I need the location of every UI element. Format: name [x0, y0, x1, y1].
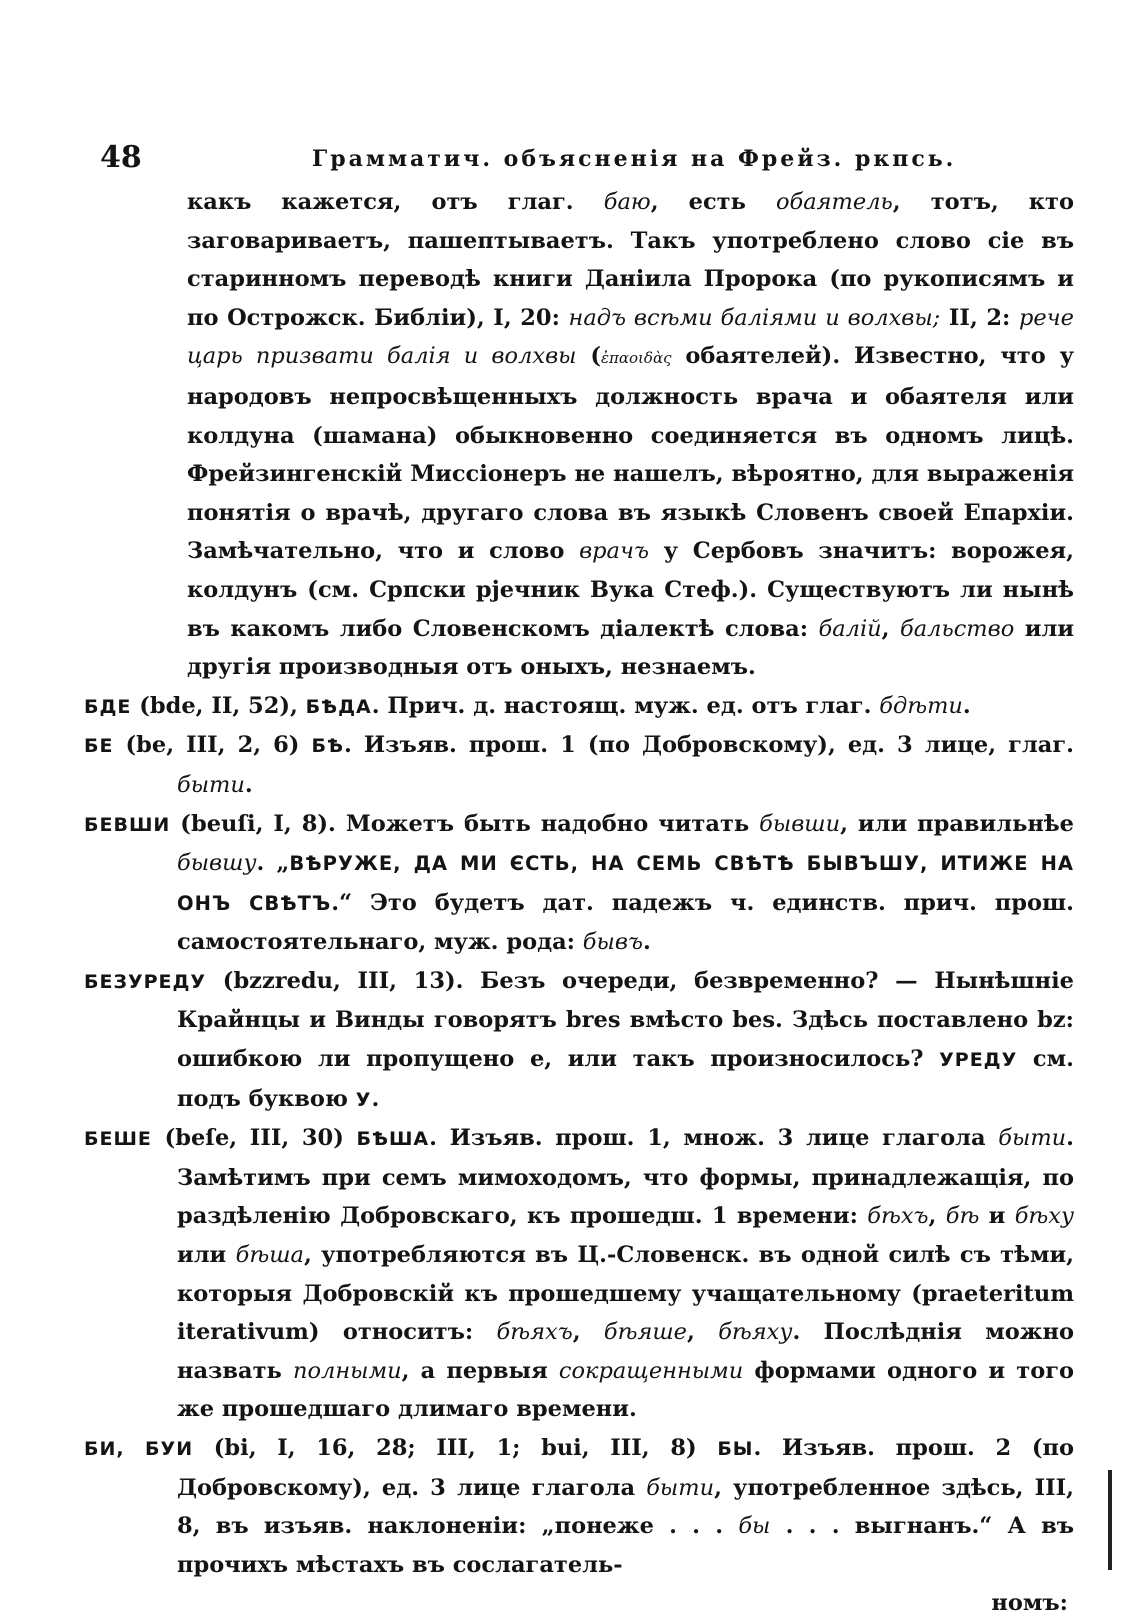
text-run: .“ Это будетъ дат. падежъ ч. единств. прич. прош. самостоятельнаго, муж. рода:: [177, 889, 1074, 956]
church-slavonic-form: БѢДА: [305, 695, 372, 718]
church-slavonic-form: БѢ: [311, 735, 344, 758]
church-slavonic-form: БѢША: [356, 1128, 430, 1151]
continued-word: номъ:: [991, 1590, 1068, 1617]
text-run: ,: [928, 1203, 946, 1230]
entry-bese: [84, 1119, 1074, 1429]
text-run: (be, III, 2, 6): [113, 732, 312, 759]
intro-paragraph: [84, 183, 1074, 687]
text-run: (bde, II, 52),: [131, 692, 306, 719]
running-head: Грамматич. объясненія на Фрейз. ркпсь.: [312, 146, 957, 172]
greek-word: ἐπαοιδὰς: [600, 349, 672, 368]
italic-term: врачъ: [579, 538, 649, 565]
text-run: . Изъяв. прош. 2 (по Добровскому), ед. 3 лице глагола: [177, 1435, 1074, 1501]
text-run: , есть: [650, 189, 776, 215]
italic-term: бѣхъ: [867, 1203, 929, 1230]
text-run: . Прич. д. настоящ. муж. ед. отъ глаг.: [371, 692, 880, 719]
entry-bde: [84, 687, 1074, 727]
entry-headword: БЕ: [84, 735, 114, 758]
text-run: , употребленное здѣсь, III, 8, въ изъяв. наклоненіи: „понеже . . .: [177, 1474, 1074, 1540]
italic-term: бѣяше: [603, 1319, 688, 1346]
italic-term: быти: [998, 1125, 1067, 1152]
entry-be: [84, 726, 1074, 804]
italic-term: быти: [646, 1474, 715, 1501]
entry-beusi: [84, 805, 1074, 962]
text-run: ,: [881, 615, 900, 642]
italic-term: бѣяхъ: [496, 1319, 573, 1346]
entry-headword: БЕШЕ: [84, 1128, 152, 1151]
text-run: .: [642, 929, 651, 956]
italic-term: быти: [177, 771, 245, 798]
text-run: II, 2:: [940, 304, 1019, 331]
text-run: .: [371, 1085, 380, 1112]
italic-quote: рече царь призвати балія и волхвы: [187, 304, 1074, 370]
text-run: .: [244, 771, 253, 798]
text-run: . Послѣднія можно назвать: [177, 1319, 1074, 1384]
italic-term: бы: [738, 1513, 771, 1540]
text-run: см. подъ буквою: [177, 1046, 1074, 1112]
church-slavonic-form: УРЕДУ: [939, 1049, 1018, 1072]
text-run: или: [177, 1242, 236, 1269]
text-run: или другія производныя отъ оныхъ, незнаемъ.: [187, 615, 1075, 681]
text-run: . Изъяв. прош. 1, множ. 3 лице глагола: [429, 1125, 999, 1152]
text-run: . . . выгнанъ.“ А въ прочихъ мѣстахъ въ сослагатель-: [177, 1513, 1074, 1578]
text-run: , тотъ, кто заговариваетъ, пашептываетъ. Такъ употреблено слово сіе въ старинномъ переводѣ книги Даніила Пророка (по рукописямъ и по Острожск. Библіи), I, 20:: [187, 189, 1074, 331]
text-run: (beuſi, I, 8). Можетъ быть надобно читать: [170, 810, 760, 837]
italic-term: бѣша: [235, 1242, 304, 1269]
church-slavonic-letter: У: [355, 1088, 372, 1111]
text-run: и: [979, 1203, 1015, 1230]
page-number: 48: [100, 140, 142, 175]
italic-term: баю: [603, 189, 651, 215]
text-run: (bi, I, 16, 28; III, 1; bui, III, 8): [193, 1435, 718, 1461]
scan-edge-mark: [1108, 1470, 1112, 1570]
entry-headword: БЕЗУРЕДУ: [84, 970, 207, 993]
text-run: у Сербовъ значитъ: ворожея, колдунъ (см. Српски рјечник Вука Стеф.). Существуютъ ли нынѣ въ какомъ либо Словенскомъ діалектѣ слова:: [187, 538, 1074, 642]
italic-term: бывши: [759, 810, 841, 837]
italic-term: бывъ: [582, 929, 643, 956]
text-run: ,: [687, 1319, 719, 1346]
italic-quote: надъ всѣми баліями и волхвы;: [568, 304, 941, 331]
italic-term: бѣху: [1014, 1203, 1075, 1230]
text-run: (beſe, III, 30): [151, 1125, 357, 1152]
italic-term: балій: [818, 615, 882, 642]
entry-headword: БИ, БУИ: [84, 1438, 194, 1460]
text-run: обаятелей). Известно, что у народовъ непросвѣщенныхъ должность врача и обаятеля или колдуна (шамана) обыкновенно соединяется въ одномъ лицѣ. Фрейзингенскій Миссіонеръ не нашелъ, вѣроятно, для выраженія понятія о врачѣ, другаго слова въ языкѣ Словенъ своей Епархіи. Замѣчательно, что и слово: [187, 343, 1074, 565]
italic-term: полными: [293, 1357, 402, 1384]
entry-bi-bui: [84, 1429, 1074, 1584]
text-run: . Изъяв. прош. 1 (по Добровскому), ед. 3 лице, глаг.: [343, 732, 1074, 759]
italic-term: бывшу: [177, 850, 257, 877]
text-run: , употребляются въ Ц.-Словенск. въ одной силѣ съ тѣми, которыя Добровскій къ прошедшему учащательному (praeteritum iterativum) относитъ:: [177, 1242, 1075, 1346]
italic-term: бѣ: [945, 1203, 980, 1230]
text-run: какъ кажется, отъ глаг.: [187, 189, 604, 215]
text-run: .: [962, 692, 971, 719]
text-run: , или правильнѣе: [840, 810, 1074, 837]
italic-term: сокращенными: [558, 1357, 744, 1384]
text-run: (: [576, 343, 601, 370]
italic-term: бѣяху: [718, 1319, 793, 1346]
text-run: , а первыя: [401, 1357, 559, 1384]
text-run: ,: [572, 1319, 604, 1346]
entry-headword: БЕВШИ: [84, 813, 171, 836]
italic-term: бальство: [899, 615, 1015, 642]
text-run: . Замѣтимъ при семъ мимоходомъ, что формы, принадлежащія, по раздѣленію Добровскаго, къ прошедш. 1 времени:: [177, 1125, 1074, 1230]
italic-term: бдѣти: [879, 692, 963, 719]
page-body: [84, 183, 1074, 1623]
church-slavonic-form: БЫ: [717, 1438, 754, 1460]
entry-bezuredu: [84, 962, 1074, 1119]
entry-headword: БДЕ: [84, 695, 132, 718]
italic-term: обаятель: [775, 189, 893, 215]
text-run: . „: [256, 850, 290, 877]
text-run: формами одного и того же прошедшаго длимаго времени.: [177, 1357, 1074, 1423]
page-header: [100, 140, 1080, 180]
church-slavonic-quote: ВѢРУЖЕ, ДА МИ ЄСТЬ, НА СЕМЬ СВѢТѢ БЫВЪШУ, ИТИЖЕ НА ОНЪ СВѢТЪ: [177, 852, 1074, 915]
text-run: (bzzredu, III, 13). Безъ очереди, безвременно? — Нынѣшніе Крайнцы и Винды говорятъ bres вмѣсто bes. Здѣсь поставлено bz: ошибкою ли пропущено е, или такъ произносилось?: [177, 967, 1074, 1073]
